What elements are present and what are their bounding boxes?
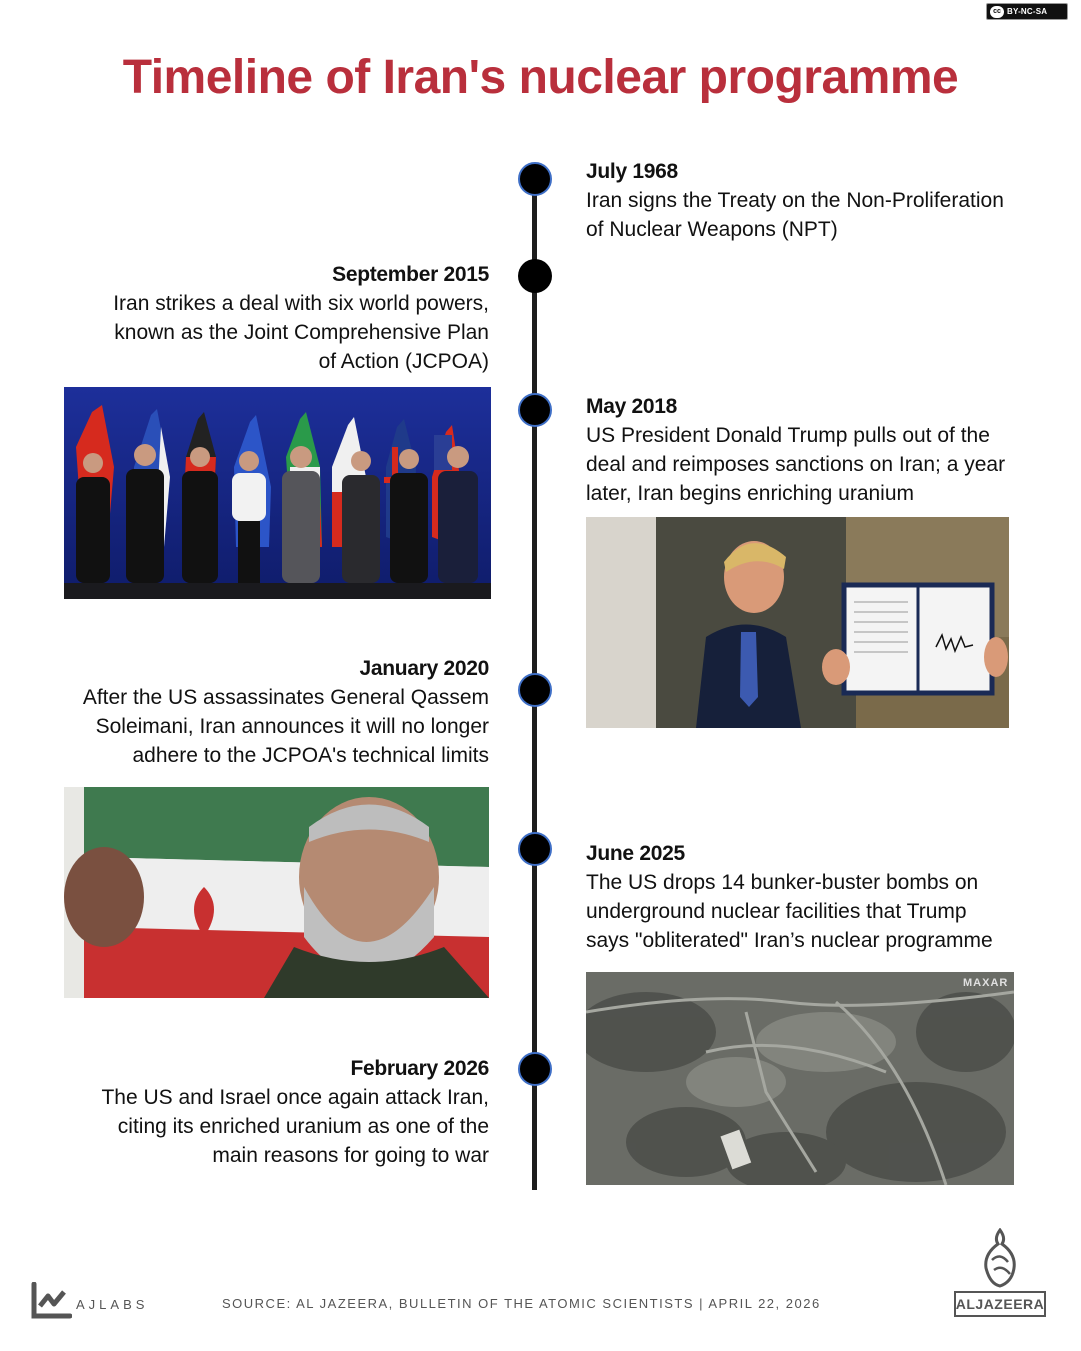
timeline-dot-2015 <box>518 259 552 293</box>
soleimani-photo-illustration <box>64 787 489 998</box>
satellite-photo-illustration <box>586 972 1014 1185</box>
cc-icon: cc <box>990 6 1004 18</box>
event-text-line: US President Donald Trump pulls out of the <box>586 424 990 447</box>
source-line: SOURCE: AL JAZEERA, BULLETIN OF THE ATOMIC SCIENTISTS | APRIL 22, 2026 <box>222 1296 821 1311</box>
event-text-line: Soleimani, Iran announces it will no longer <box>95 715 489 738</box>
event-text-line: main reasons for going to war <box>212 1144 489 1167</box>
timeline-dot-2026 <box>518 1052 552 1086</box>
license-label: BY-NC-SA <box>1007 7 1048 16</box>
event-text-line: Iran signs the Treaty on the Non-Proliferation <box>586 189 1004 212</box>
event-date: January 2020 <box>359 657 489 680</box>
event-date: September 2015 <box>332 263 489 286</box>
timeline-dot-2018 <box>518 393 552 427</box>
event-2015 <box>113 260 489 376</box>
photo-soleimani-poster <box>64 787 489 998</box>
jcpoa-photo-illustration <box>64 387 491 599</box>
aljazeera-wordmark: ALJAZEERA <box>954 1291 1046 1317</box>
event-text-line: Iran strikes a deal with six world powers, <box>113 292 489 315</box>
event-text-line: of Nuclear Weapons (NPT) <box>586 218 838 241</box>
photo-trump-signing <box>586 517 1009 728</box>
event-text-line: The US and Israel once again attack Iran, <box>101 1086 489 1109</box>
timeline-dot-2020 <box>518 673 552 707</box>
event-text-line: of Action (JCPOA) <box>318 350 489 373</box>
license-badge <box>986 3 1068 20</box>
event-2020 <box>83 654 489 770</box>
aljazeera-logo <box>954 1228 1046 1318</box>
timeline-dot-1968 <box>518 162 552 196</box>
event-text-line: says "obliterated" Iran’s nuclear programme <box>586 929 993 952</box>
ajlabs-brand <box>30 1282 148 1320</box>
event-2026 <box>101 1054 489 1170</box>
event-2018 <box>586 392 1005 508</box>
event-text-line: known as the Joint Comprehensive Plan <box>114 321 489 344</box>
trump-photo-illustration <box>586 517 1009 728</box>
event-text-line: citing its enriched uranium as one of the <box>117 1115 489 1138</box>
ajlabs-label: AJLABS <box>76 1297 149 1312</box>
event-date: February 2026 <box>350 1057 489 1080</box>
maxar-credit: MAXAR <box>963 977 1009 989</box>
event-date: July 1968 <box>586 160 678 183</box>
event-text-line: underground nuclear facilities that Trump <box>586 900 967 923</box>
event-date: May 2018 <box>586 395 678 418</box>
ajlabs-chart-icon <box>30 1282 72 1320</box>
event-date: June 2025 <box>586 842 685 865</box>
event-text-line: adhere to the JCPOA's technical limits <box>132 744 489 767</box>
event-2025 <box>586 839 993 955</box>
event-text-line: deal and reimposes sanctions on Iran; a year <box>586 453 1006 476</box>
photo-jcpoa-group <box>64 387 491 599</box>
timeline-dot-2025 <box>518 832 552 866</box>
event-text-line: After the US assassinates General Qassem <box>82 686 489 709</box>
page-title: Timeline of Iran's nuclear programme <box>122 51 959 104</box>
photo-satellite-facility <box>586 972 1014 1185</box>
event-1968 <box>586 157 1004 244</box>
event-text-line: The US drops 14 bunker-buster bombs on <box>586 871 979 894</box>
event-text-line: later, Iran begins enriching uranium <box>586 482 915 505</box>
aljazeera-calligraphy-icon <box>954 1228 1046 1288</box>
